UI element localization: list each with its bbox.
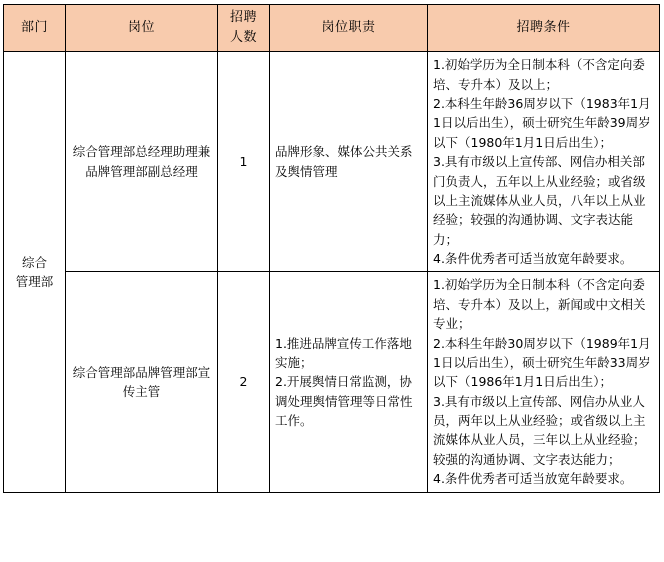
column-header-department: 部门	[4, 5, 66, 52]
cell-duties	[270, 272, 428, 492]
table-body	[4, 52, 660, 492]
requirement-item: 1.初始学历为全日制本科（不含定向委培、专升本）及以上，新闻或中文相关专业；	[433, 277, 646, 332]
duty-line: 实施；	[275, 354, 313, 370]
column-header-headcount-line-2: 人数	[229, 30, 257, 46]
requirement-item: 4.条件优秀者可适当放宽年龄要求。	[433, 471, 633, 487]
table-header-row	[4, 5, 660, 52]
requirement-item: 2.本科生年龄36周岁以下（1983年1月1日以后出生），硕士研究生年龄39周岁以下（1980年1月1日后出生）；	[433, 96, 651, 150]
duty-line: 调处理舆情管理等日常性	[275, 393, 413, 409]
department-line-2: 管理部	[15, 273, 54, 289]
column-header-duties: 岗位职责	[270, 5, 428, 52]
duty-line: 1.推进品牌宣传工作落地	[275, 335, 412, 351]
table-row	[4, 272, 660, 492]
requirement-item: 2.本科生年龄30周岁以下（1989年1月1日以后出生），硕士研究生年龄33周岁以下（1986年1月1日后出生）；	[433, 335, 651, 390]
requirement-item: 3.具有市级以上宣传部、网信办从业人员，两年以上从业经验；或省级以上主流媒体从业人员，三年以上从业经验；较强的沟通协调、文字表达能力；	[433, 393, 646, 467]
duty-line: 2.开展舆情日常监测，协	[275, 374, 412, 390]
cell-position: 综合管理部总经理助理兼品牌管理部副总经理	[66, 52, 218, 272]
column-header-requirements: 招聘条件	[428, 5, 660, 52]
cell-headcount: 2	[218, 272, 270, 492]
table-header	[4, 5, 660, 52]
cell-headcount: 1	[218, 52, 270, 272]
cell-department	[4, 52, 66, 492]
column-header-headcount-line-1: 招聘	[229, 10, 257, 25]
duty-line: 工作。	[275, 413, 313, 429]
requirement-item: 1.初始学历为全日制本科（不含定向委培、专升本）及以上；	[433, 57, 645, 92]
cell-requirements	[428, 272, 660, 492]
cell-duties: 品牌形象、媒体公共关系及舆情管理	[270, 52, 428, 272]
cell-position: 综合管理部品牌管理部宣传主管	[66, 272, 218, 492]
cell-requirements	[428, 52, 660, 272]
table-row	[4, 52, 660, 272]
column-header-headcount	[218, 5, 270, 52]
column-header-position: 岗位	[66, 5, 218, 52]
department-line-1: 综合	[21, 254, 47, 270]
requirement-item: 4.条件优秀者可适当放宽年龄要求。	[433, 251, 633, 267]
recruitment-table	[3, 4, 660, 493]
requirement-item: 3.具有市级以上宣传部、网信办相关部门负责人，五年以上从业经验；或省级以上主流媒体从业人员，八年以上从业经验；较强的沟通协调、文字表达能力；	[433, 154, 646, 247]
